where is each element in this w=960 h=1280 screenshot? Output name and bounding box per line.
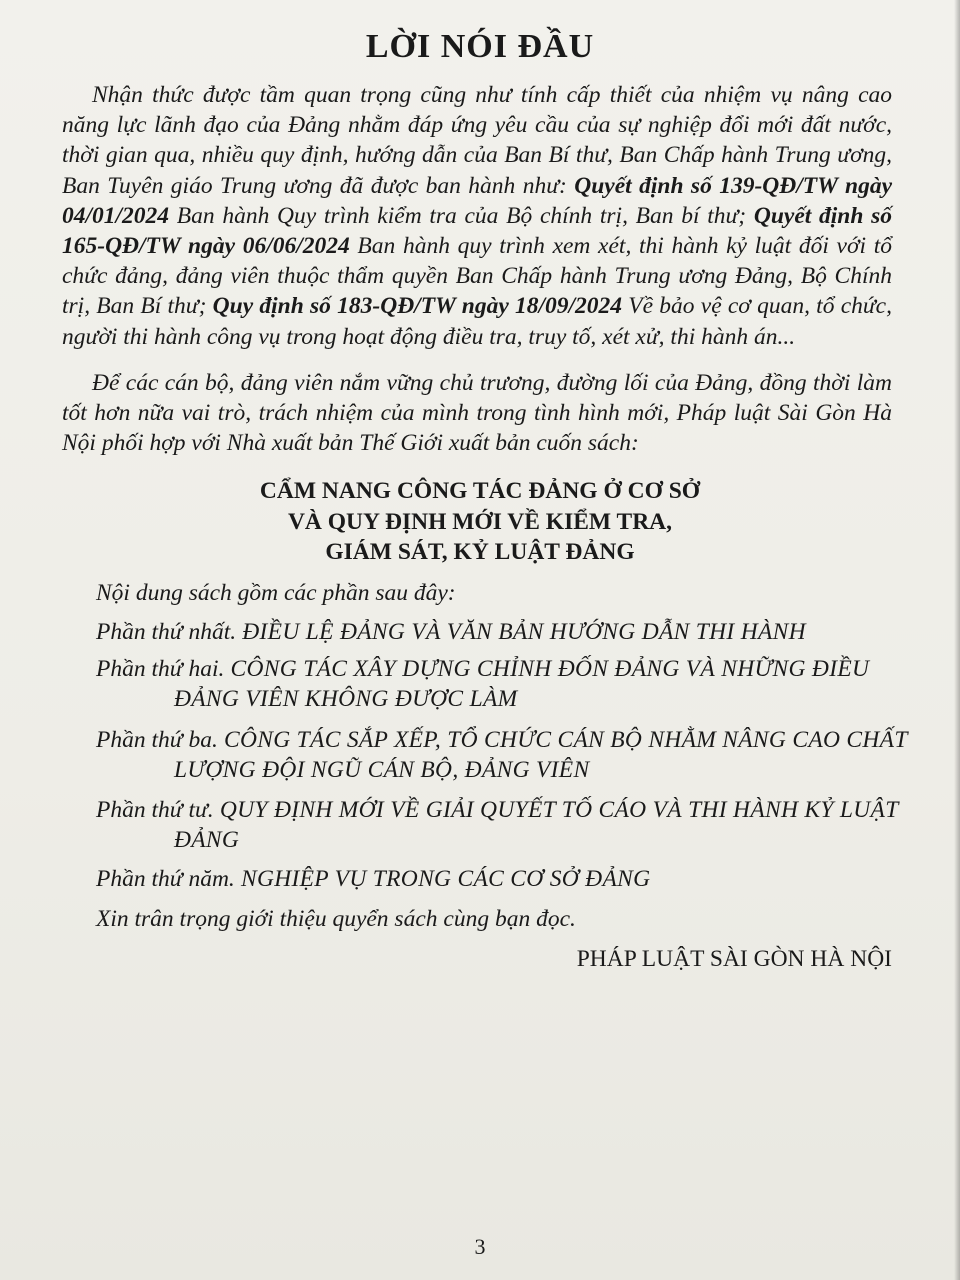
intro-text-2: Ban hành Quy trình kiểm tra của Bộ chính trị, Ban bí thư; [169, 202, 754, 229]
part-4-label: Phần thứ tư. [96, 797, 214, 823]
intro-text-4: Về bảo vệ cơ quan, tổ chức, người thi hành công vụ trong hoạt động điều tra, truy tố, xét xử, thi hành án... [62, 293, 892, 350]
decision-165-ref: Quyết định số 165-QĐ/TW ngày 06/06/2024 [62, 202, 893, 260]
book-title-line-1: CẨM NANG CÔNG TÁC ĐẢNG Ở CƠ SỞ [259, 478, 701, 504]
intro-text-1: Nhận thức được tầm quan trọng cũng như tính cấp thiết của nhiệm vụ nâng cao năng lực lãnh đạo của Đảng nhằm đáp ứng yêu cầu của sự nghiệp đổi mới đất nước, thời gian qua, nhiều quy định, hướng dẫn của Ban Bí thư, Ban Chấp hành Trung ương, Ban Tuyên giáo Trung ương đã được ban hành như: [62, 82, 892, 199]
part-5 [96, 866, 650, 893]
page-edge-shadow [954, 0, 960, 1280]
part-3-title-cont: LƯỢNG ĐỘI NGŨ CÁN BỘ, ĐẢNG VIÊN [174, 757, 590, 783]
part-4 [96, 797, 899, 824]
book-title [0, 476, 960, 568]
part-2-label: Phần thứ hai. [96, 656, 225, 682]
page-number: 3 [474, 1234, 486, 1259]
intro-paragraph [62, 80, 892, 352]
book-title-line-3: GIÁM SÁT, KỶ LUẬT ĐẢNG [325, 539, 635, 565]
part-5-title: NGHIỆP VỤ TRONG CÁC CƠ SỞ ĐẢNG [234, 866, 651, 892]
part-2 [96, 656, 869, 683]
part-1 [96, 619, 806, 646]
part-2-title: CÔNG TÁC XÂY DỰNG CHỈNH ĐỐN ĐẢNG VÀ NHỮNG ĐIỀU [224, 656, 870, 682]
part-3 [96, 727, 908, 754]
part-4-title: QUY ĐỊNH MỚI VỀ GIẢI QUYẾT TỐ CÁO VÀ THI HÀNH KỶ LUẬT [213, 797, 899, 823]
regulation-183-ref: Quy định số 183-QĐ/TW ngày 18/09/2024 [212, 293, 623, 320]
part-1-title: ĐIỀU LỆ ĐẢNG VÀ VĂN BẢN HƯỚNG DẪN THI HÀNH [236, 619, 806, 645]
part-5-label: Phần thứ năm. [96, 866, 235, 892]
page-title: LỜI NÓI ĐẦU [365, 28, 595, 65]
publisher-paragraph: Để các cán bộ, đảng viên nắm vững chủ trương, đường lối của Đảng, đồng thời làm tốt hơn nữa vai trò, trách nhiệm của mình trong tình hình mới, Pháp luật Sài Gòn Hà Nội phối hợp với Nhà xuất bản Thế Giới xuất bản cuốn sách: [62, 370, 892, 457]
signature: PHÁP LUẬT SÀI GÒN HÀ NỘI [576, 946, 892, 972]
part-4-title-cont: ĐẢNG [174, 827, 240, 853]
part-2-title-cont: ĐẢNG VIÊN KHÔNG ĐƯỢC LÀM [174, 686, 518, 712]
closing-line: Xin trân trọng giới thiệu quyển sách cùng bạn đọc. [96, 906, 576, 932]
contents-intro: Nội dung sách gồm các phần sau đây: [96, 580, 456, 606]
part-1-label: Phần thứ nhất. [96, 619, 237, 645]
decision-139-ref: Quyết định số 139-QĐ/TW ngày 04/01/2024 [62, 172, 892, 229]
book-title-line-2: VÀ QUY ĐỊNH MỚI VỀ KIỂM TRA, [287, 508, 673, 535]
part-3-title: CÔNG TÁC SẮP XẾP, TỔ CHỨC CÁN BỘ NHẰM NÂNG CAO CHẤT [217, 727, 908, 753]
intro-text-3: Ban hành quy trình xem xét, thi hành kỷ luật đối với tổ chức đảng, đảng viên thuộc thẩm quyền Ban Chấp hành Trung ương Đảng, Bộ Chính trị, Ban Bí thư; [62, 233, 892, 320]
part-3-label: Phần thứ ba. [96, 727, 218, 753]
